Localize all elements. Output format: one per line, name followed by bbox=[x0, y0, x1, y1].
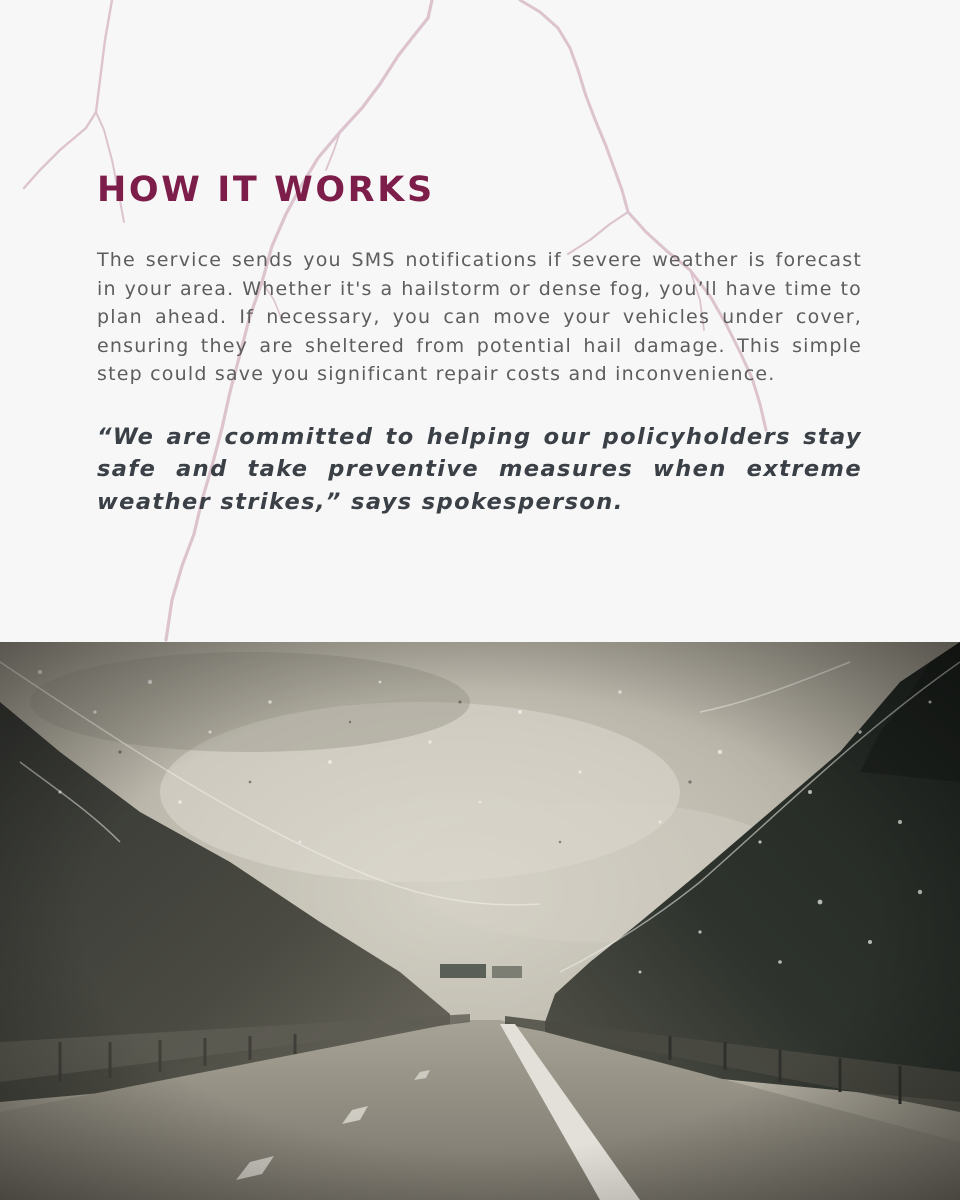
body-paragraph: The service sends you SMS notifications if severe weather is forecast in your area. Whether it's a hailstorm or dense fog, you’ll have time to plan ahead. If necessary, you can move your vehicles under cover, ensuring they are sheltered from potential hail damage. This simple step could save you significant repair costs and inconvenience. bbox=[97, 249, 862, 385]
photo-illustration bbox=[0, 642, 960, 1200]
rainy-highway-photo bbox=[0, 642, 960, 1200]
spokesperson-quote: “We are committed to helping our policyholders stay safe and take preventive measures when extreme weather strikes,” says spokesperson. bbox=[97, 423, 862, 515]
content-block bbox=[97, 168, 862, 518]
section-heading: HOW IT WORKS bbox=[97, 170, 435, 210]
